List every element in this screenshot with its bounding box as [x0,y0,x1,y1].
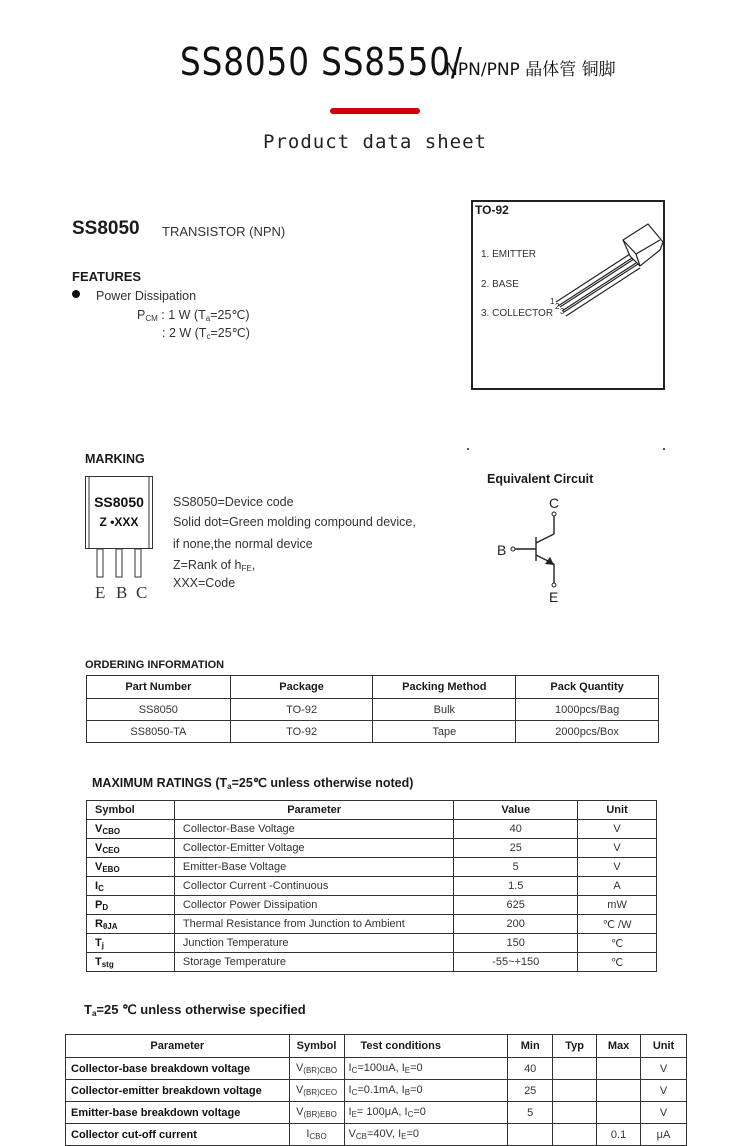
max-cell [597,1080,641,1102]
typ-cell [553,1080,597,1102]
pcm-line-1 [137,307,250,323]
pin-label-emitter: 1. EMITTER [481,249,537,260]
column-header: Parameter [66,1035,290,1058]
condition-cell: $I_C=0.1mA$, $I_B=0$ [344,1080,508,1102]
rank-suffix: , [251,558,256,572]
unit-cell: V [641,1102,687,1124]
rank-text: Z=Rank of h [173,558,242,572]
value-cell: 200 [454,915,578,934]
condition-cell: $V_{CB}=40V$, $I_E=0$ [344,1124,508,1146]
table-row [87,699,659,721]
table-row [66,1124,687,1146]
pcm-symbol: P [137,308,146,322]
symbol-cell: $V_{CBO}$ [87,820,175,839]
symbol-cell: $T_{stg}$ [87,953,175,972]
pcm-cond-1: =25℃) [210,308,250,322]
min-cell: 40 [508,1058,553,1080]
ta-subscript: a [205,314,211,323]
unit-cell: A [578,877,657,896]
table-row [66,1102,687,1124]
table-header-row [87,676,659,699]
unit-cell: V [641,1058,687,1080]
feature-item: Power Dissipation [96,289,197,303]
typ-cell [553,1124,597,1146]
leg-label-c: C [136,583,148,602]
value-cell: -55~+150 [454,953,578,972]
typ-cell [553,1102,597,1124]
parameter-cell: Collector Power Dissipation [174,896,453,915]
column-header: Packing Method [373,676,516,699]
accent-divider [330,108,420,114]
table-row [87,953,657,972]
page-title [0,40,750,84]
column-header: Min [508,1035,553,1058]
pin-number-3: 3 [560,307,565,316]
condition-cell: $I_C=100uA$, $I_E=0$ [344,1058,508,1080]
column-header: Typ [553,1035,597,1058]
symbol-cell: $V_{CEO}$ [87,839,175,858]
column-header: Symbol [289,1035,344,1058]
table-row [87,839,657,858]
title-part-numbers: SS8050 SS8550/ [180,40,464,84]
unit-cell: μA [641,1124,687,1146]
value-cell: 40 [454,820,578,839]
table-cell: SS8050 [87,699,231,721]
table-cell: 1000pcs/Bag [516,699,659,721]
pcm-subscript: CM [145,314,158,323]
features-heading: FEATURES [72,269,142,284]
column-header: Symbol [87,801,175,820]
unit-cell: V [578,858,657,877]
table-row [87,721,659,743]
table-cell: Tape [373,721,516,743]
page-subtitle: Product data sheet [263,131,487,153]
parameter-cell: Storage Temperature [174,953,453,972]
table-row [87,877,657,896]
max-cell [597,1102,641,1124]
value-cell: 150 [454,934,578,953]
column-header: Max [597,1035,641,1058]
pin-label-base: 2. BASE [481,279,519,290]
symbol-cell: $T_j$ [87,934,175,953]
base-label: B [497,542,507,558]
tc-subscript: c [206,332,211,341]
parameter-cell: Collector-Base Voltage [174,820,453,839]
min-cell: 5 [508,1102,553,1124]
pin-number-2: 2 [555,302,560,311]
parameter-cell: Collector-emitter breakdown voltage [66,1080,290,1102]
symbol-cell: $V_{EBO}$ [87,858,175,877]
part-name: SS8050 [72,218,140,239]
marking-desc-none: if none,the normal device [173,537,313,551]
column-header: Test conditions [344,1035,508,1058]
table-cell: TO-92 [230,721,373,743]
parameter-cell: Emitter-base breakdown voltage [66,1102,290,1124]
value-cell: 1.5 [454,877,578,896]
parameter-cell: Thermal Resistance from Junction to Ambient [174,915,453,934]
table-row [87,858,657,877]
leg-label-b: B [116,583,128,602]
max-cell: 0.1 [597,1124,641,1146]
symbol-cell: $I_C$ [87,877,175,896]
emitter-label: E [549,589,559,605]
table-row [87,915,657,934]
marking-desc-rank [173,558,255,573]
electrical-heading [84,1002,306,1018]
unit-cell: mW [578,896,657,915]
min-cell [508,1124,553,1146]
unit-cell: ℃ /W [578,915,657,934]
electrical-characteristics-table [65,1034,687,1146]
scan-dot [663,448,665,450]
unit-cell: V [578,839,657,858]
pcm-line-2 [162,325,250,341]
column-header: Package [230,676,373,699]
column-header: Unit [641,1035,687,1058]
value-cell: 25 [454,839,578,858]
symbol-cell: $V_{(BR)EBO}$ [289,1102,344,1124]
column-header: Value [454,801,578,820]
table-cell: TO-92 [230,699,373,721]
marking-chip-icon [85,476,155,581]
symbol-cell: $V_{(BR)CEO}$ [289,1080,344,1102]
heading-text-end: =25℃ unless otherwise noted) [231,776,414,790]
condition-cell: $I_E= 100\mu A$, $I_C=0$ [344,1102,508,1124]
hfe-subscript: FE [241,564,252,573]
table-cell: 2000pcs/Box [516,721,659,743]
parameter-cell: Collector cut-off current [66,1124,290,1146]
max-cell [597,1058,641,1080]
table-row [66,1080,687,1102]
value-cell: 625 [454,896,578,915]
heading-text-end: =25 ℃ unless otherwise specified [96,1002,306,1017]
table-cell: SS8050-TA [87,721,231,743]
pcm-value-1: : 1 W (T [161,308,206,322]
heading-subscript: a [227,782,232,791]
symbol-cell: $I_{CBO}$ [289,1124,344,1146]
marking-heading: MARKING [85,452,145,466]
symbol-cell: $R_{\theta JA}$ [87,915,175,934]
heading-text: MAXIMUM RATINGS (T [92,776,228,790]
equivalent-circuit-title: Equivalent Circuit [487,472,594,486]
unit-cell: ℃ [578,953,657,972]
value-cell: 5 [454,858,578,877]
collector-label: C [549,495,560,511]
parameter-cell: Collector-Emitter Voltage [174,839,453,858]
unit-cell: V [641,1080,687,1102]
to92-package-icon [548,210,663,320]
parameter-cell: Emitter-Base Voltage [174,858,453,877]
part-type: TRANSISTOR (NPN) [162,224,286,239]
symbol-cell: $P_D$ [87,896,175,915]
package-title: TO-92 [475,203,509,217]
parameter-cell: Junction Temperature [174,934,453,953]
unit-cell: V [578,820,657,839]
marking-desc-code: XXX=Code [173,576,236,590]
max-ratings-table [86,800,657,972]
column-header: Unit [578,801,657,820]
marking-desc-device-code: SS8050=Device code [173,495,294,509]
typ-cell [553,1058,597,1080]
unit-cell: ℃ [578,934,657,953]
table-row [87,820,657,839]
pcm-cond-2: =25℃) [210,326,250,340]
scan-dot [467,448,469,450]
table-header-row [87,801,657,820]
max-ratings-heading [92,775,413,791]
table-row [66,1058,687,1080]
ordering-table [86,675,659,743]
column-header: Pack Quantity [516,676,659,699]
chip-rank-code: Z •XXX [99,515,139,529]
pcm-value-2: : 2 W (T [162,326,207,340]
heading-subscript: a [91,1009,97,1018]
title-description: NPN/PNP 晶体管 铜脚 [445,60,616,80]
npn-transistor-symbol-icon [505,510,565,590]
pin-number-1: 1 [550,297,555,306]
parameter-cell: Collector-base breakdown voltage [66,1058,290,1080]
chip-device-code: SS8050 [94,494,144,510]
column-header: Parameter [174,801,453,820]
pin-label-collector: 3. COLLECTOR [481,308,554,319]
min-cell: 25 [508,1080,553,1102]
table-row [87,896,657,915]
symbol-cell: $V_{(BR)CBO}$ [289,1058,344,1080]
marking-desc-solid-dot: Solid dot=Green molding compound device, [173,515,416,529]
ordering-heading: ORDERING INFORMATION [85,659,225,671]
bullet-icon [72,290,80,298]
table-cell: Bulk [373,699,516,721]
column-header: Part Number [87,676,231,699]
table-row [87,934,657,953]
leg-label-e: E [95,583,106,602]
parameter-cell: Collector Current -Continuous [174,877,453,896]
heading-text: T [84,1002,92,1017]
table-header-row [66,1035,687,1058]
